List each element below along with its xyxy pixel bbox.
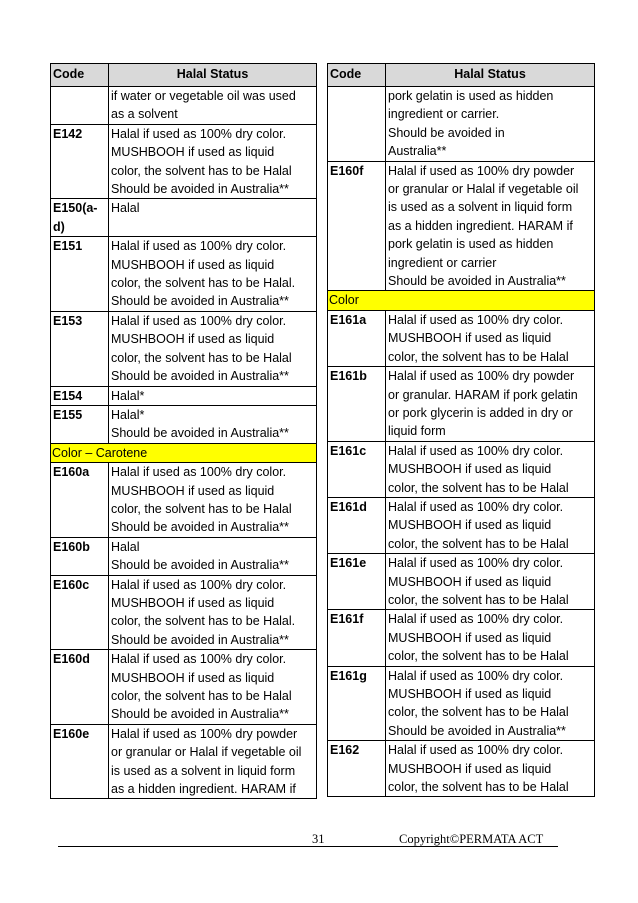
table-row (51, 386, 317, 405)
additive-code: E162 (328, 741, 386, 797)
table-row (328, 666, 595, 741)
halal-status: Halal Should be avoided in Australia** (109, 537, 317, 575)
halal-status: Halal if used as 100% dry color. MUSHBOOH if used as liquid color, the solvent has to be Halal Should be avoided in Australia** (109, 650, 317, 725)
additive-code: E160d (51, 650, 109, 725)
halal-status: Halal* Should be avoided in Australia** (109, 405, 317, 443)
table-row (328, 610, 595, 666)
halal-status: Halal if used as 100% dry color. MUSHBOOH if used as liquid color, the solvent has to be Halal Should be avoided in Australia** (109, 124, 317, 199)
additive-code: E161d (328, 497, 386, 553)
table-row (51, 199, 317, 237)
additive-code: E160c (51, 575, 109, 650)
table-header-row (328, 64, 595, 87)
table-row (328, 310, 595, 366)
copyright-notice: Copyright©PERMATA ACT (399, 832, 544, 846)
table-row (51, 463, 317, 538)
status-column-header: Halal Status (386, 64, 595, 87)
additive-code: E161c (328, 441, 386, 497)
halal-status: pork gelatin is used as hidden ingredient or carrier. Should be avoided in Australia** (386, 87, 595, 162)
additive-code: E154 (51, 386, 109, 405)
halal-status: Halal if used as 100% dry color. MUSHBOOH if used as liquid color, the solvent has to be Halal (386, 441, 595, 497)
halal-status: Halal if used as 100% dry color. MUSHBOOH if used as liquid color, the solvent has to be Halal (386, 310, 595, 366)
table-row (51, 237, 317, 312)
additive-code: E160a (51, 463, 109, 538)
halal-status: Halal if used as 100% dry color. MUSHBOOH if used as liquid color, the solvent has to be Halal Should be avoided in Australia** (109, 311, 317, 386)
table-row (51, 405, 317, 443)
table-row (328, 87, 595, 162)
table-row (51, 537, 317, 575)
halal-status: Halal if used as 100% dry color. MUSHBOOH if used as liquid color, the solvent has to be Halal. Should be avoided in Australia** (109, 237, 317, 312)
additive-code: E160b (51, 537, 109, 575)
halal-status: if water or vegetable oil was used as a solvent (109, 87, 317, 125)
table-row (328, 161, 595, 291)
additive-code (328, 87, 386, 162)
additive-code (51, 87, 109, 125)
table-row (51, 311, 317, 386)
table-row (328, 367, 595, 442)
additives-table-left (50, 63, 317, 799)
page-number: 31 (312, 832, 325, 846)
halal-status: Halal if used as 100% dry powder or granular or Halal if vegetable oil is used as a solvent in liquid form as a hidden ingredient. HARAM if (109, 724, 317, 799)
additive-code: E161a (328, 310, 386, 366)
table-row (328, 741, 595, 797)
additive-code: E160e (51, 724, 109, 799)
additive-code: E142 (51, 124, 109, 199)
additive-code: E160f (328, 161, 386, 291)
table-row (51, 724, 317, 799)
halal-status: Halal if used as 100% dry color. MUSHBOOH if used as liquid color, the solvent has to be Halal Should be avoided in Australia** (386, 666, 595, 741)
status-column-header: Halal Status (109, 64, 317, 87)
table-row (51, 124, 317, 199)
additive-code: E161f (328, 610, 386, 666)
halal-status: Halal if used as 100% dry color. MUSHBOOH if used as liquid color, the solvent has to be Halal Should be avoided in Australia** (109, 463, 317, 538)
table-row (51, 650, 317, 725)
table-row (51, 575, 317, 650)
additive-code: E150(a-d) (51, 199, 109, 237)
table-row (51, 87, 317, 125)
section-heading: Color – Carotene (51, 443, 317, 462)
additive-code: E161g (328, 666, 386, 741)
additives-table-right (327, 63, 595, 797)
additive-code: E155 (51, 405, 109, 443)
halal-status: Halal if used as 100% dry color. MUSHBOOH if used as liquid color, the solvent has to be Halal. Should be avoided in Australia** (109, 575, 317, 650)
halal-status: Halal if used as 100% dry powder or granular or Halal if vegetable oil is used as a solvent in liquid form as a hidden ingredient. HARAM if pork gelatin is used as hidden ingredient or carrier Should be avoided in Australia** (386, 161, 595, 291)
additive-code: E153 (51, 311, 109, 386)
halal-status: Halal (109, 199, 317, 237)
halal-status: Halal if used as 100% dry color. MUSHBOOH if used as liquid color, the solvent has to be Halal (386, 554, 595, 610)
section-heading-row (328, 291, 595, 310)
additive-code: E151 (51, 237, 109, 312)
halal-status: Halal* (109, 386, 317, 405)
section-heading-row (51, 443, 317, 462)
table-row (328, 497, 595, 553)
code-column-header: Code (51, 64, 109, 87)
additive-code: E161b (328, 367, 386, 442)
halal-status: Halal if used as 100% dry color. MUSHBOOH if used as liquid color, the solvent has to be Halal (386, 497, 595, 553)
section-heading: Color (328, 291, 595, 310)
table-header-row (51, 64, 317, 87)
table-row (328, 441, 595, 497)
halal-status: Halal if used as 100% dry color. MUSHBOOH if used as liquid color, the solvent has to be Halal (386, 741, 595, 797)
code-column-header: Code (328, 64, 386, 87)
halal-status: Halal if used as 100% dry color. MUSHBOOH if used as liquid color, the solvent has to be Halal (386, 610, 595, 666)
table-row (328, 554, 595, 610)
additive-code: E161e (328, 554, 386, 610)
halal-status: Halal if used as 100% dry powder or granular. HARAM if pork gelatin or pork glycerin is added in dry or liquid form (386, 367, 595, 442)
